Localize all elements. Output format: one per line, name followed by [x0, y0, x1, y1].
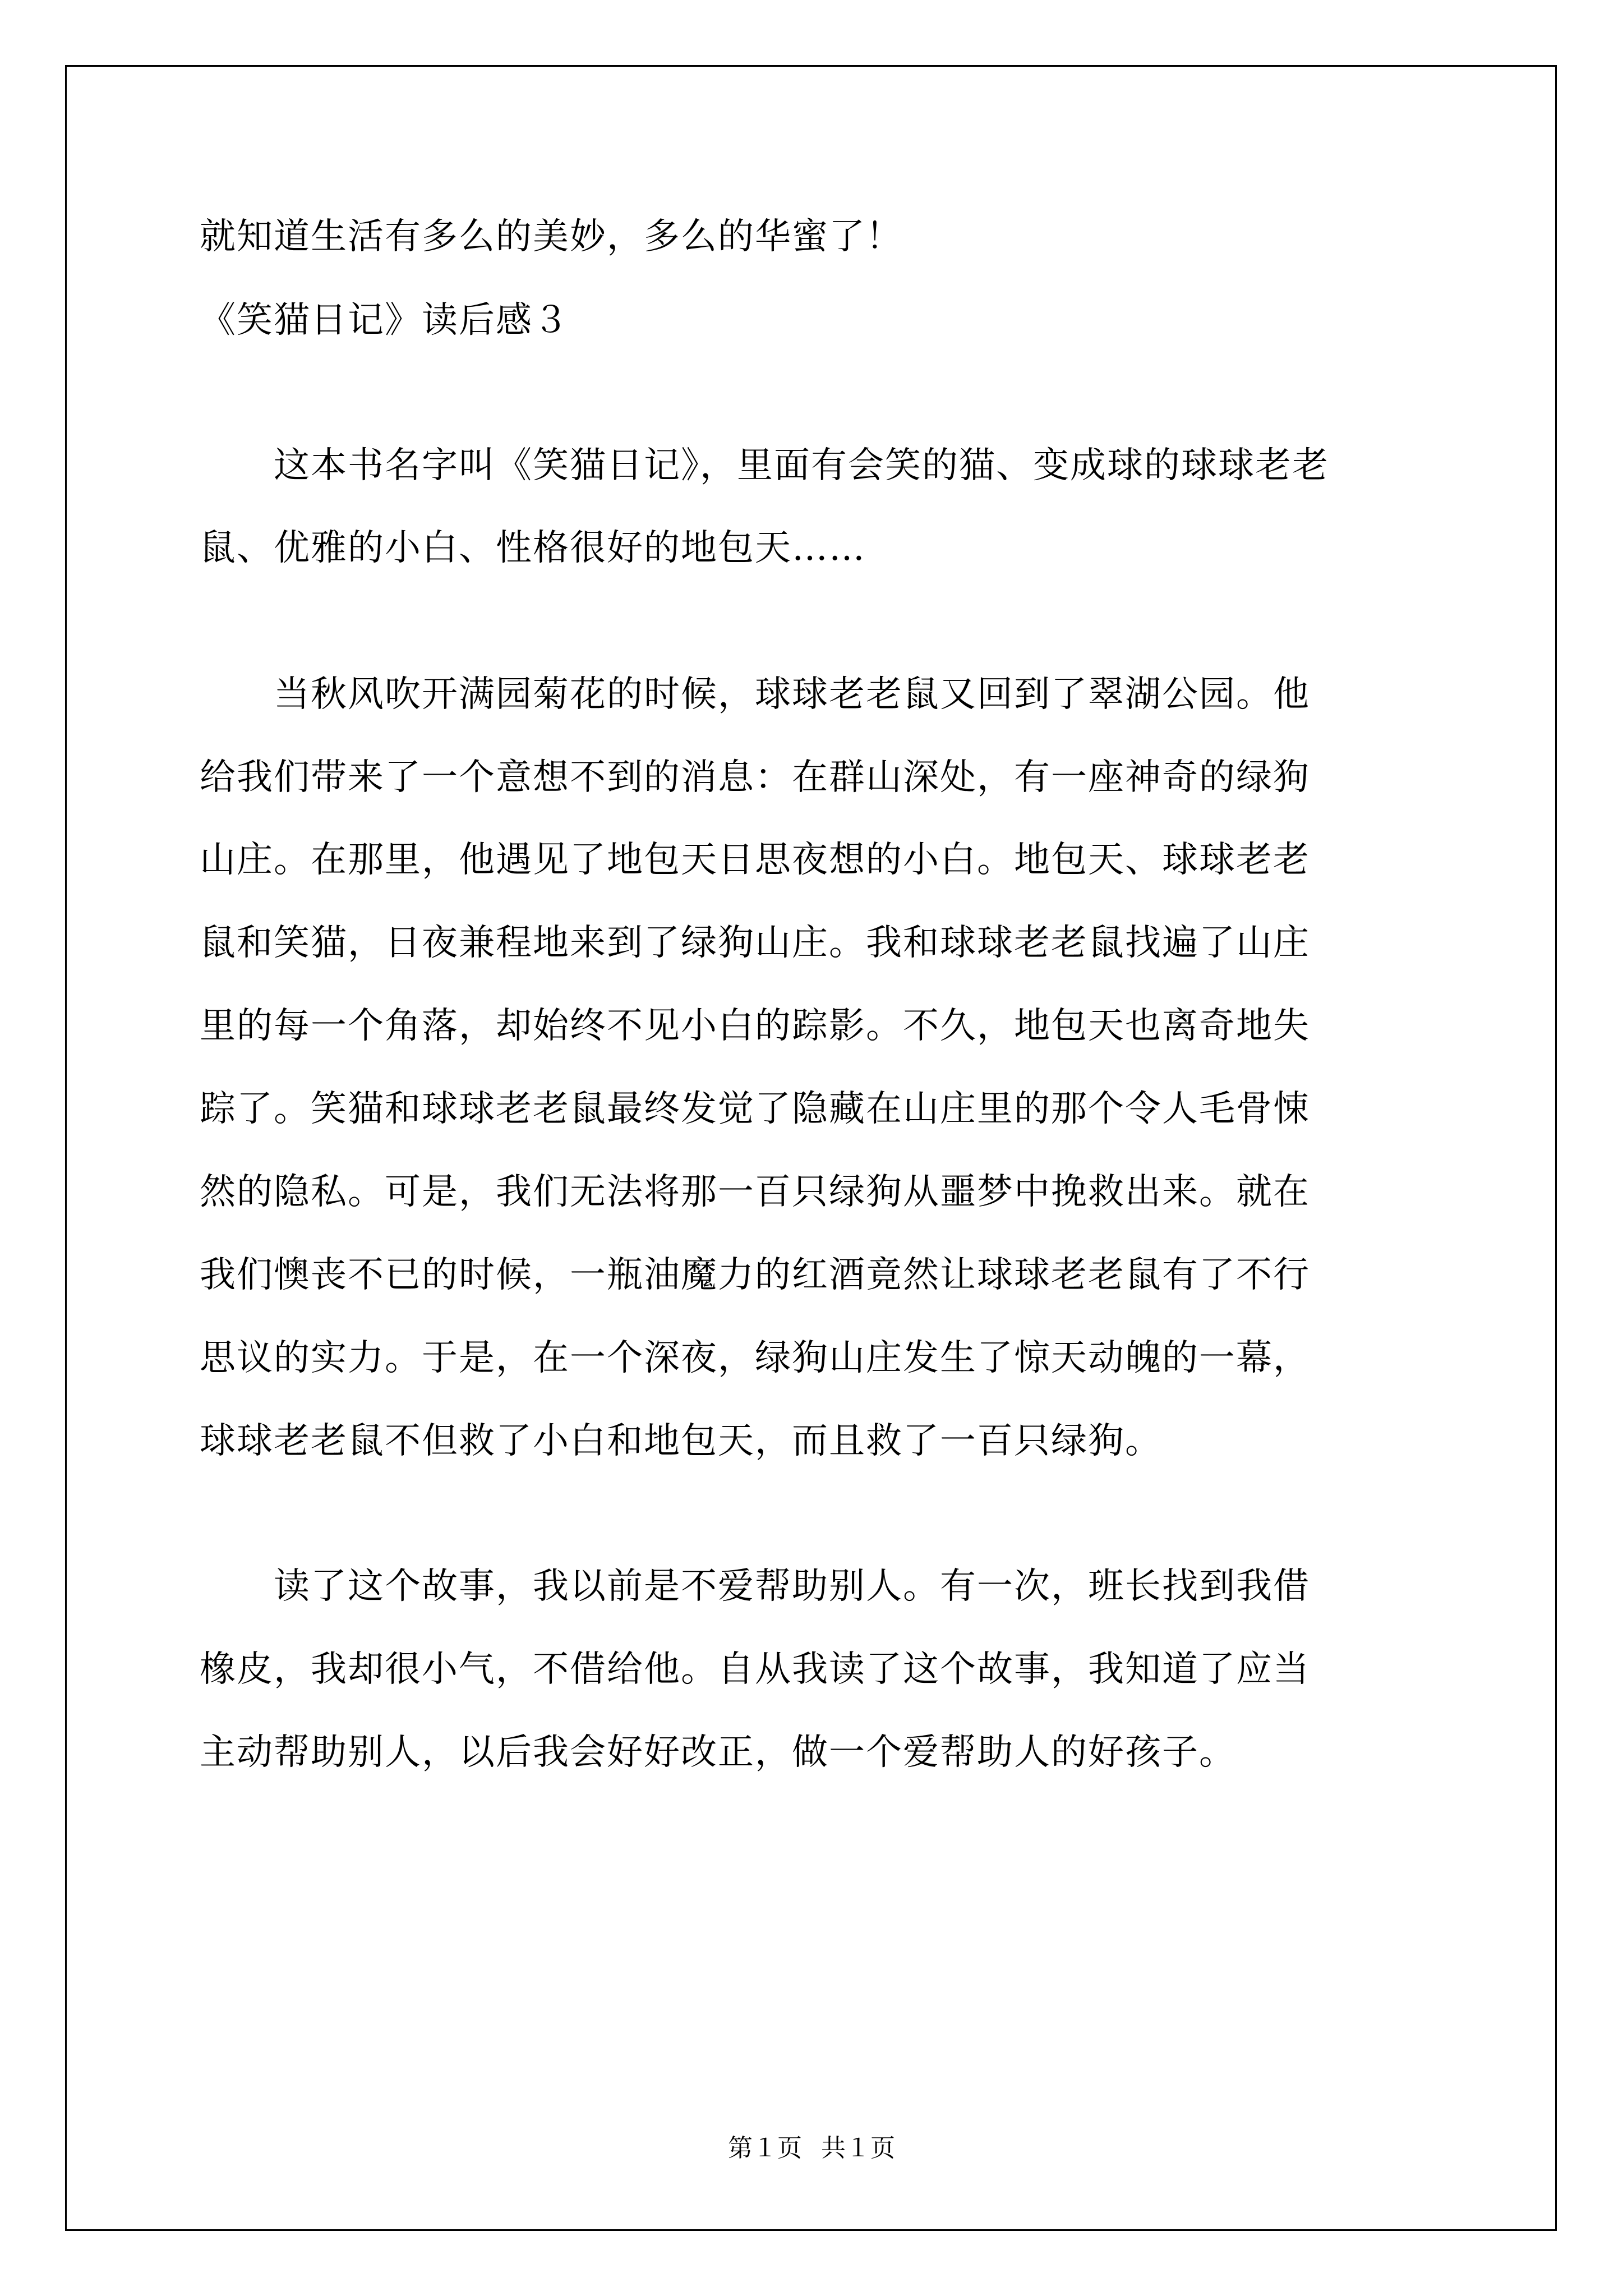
text-line: 然的隐私。可是，我们无法将那一百只绿狗从噩梦中挽救出来。就在	[200, 1171, 1310, 1213]
text-line: 这本书名字叫《笑猫日记》，里面有会笑的猫、变成球的球球老老	[200, 445, 1329, 486]
text-line: 当秋风吹开满园菊花的时候，球球老老鼠又回到了翠湖公园。他	[200, 674, 1310, 715]
text-line: 里的每一个角落，却始终不见小白的踪影。不久，地包天也离奇地失	[200, 1005, 1310, 1047]
section-heading: 《笑猫日记》读后感３	[200, 300, 570, 341]
text-line: 就知道生活有多么的美妙，多么的华蜜了！	[200, 216, 903, 257]
text-line: 鼠和笑猫，日夜兼程地来到了绿狗山庄。我和球球老老鼠找遍了山庄	[200, 922, 1310, 964]
page-footer	[0, 2132, 1623, 2165]
text-line: 踪了。笑猫和球球老老鼠最终发觉了隐藏在山庄里的那个令人毛骨悚	[200, 1088, 1310, 1130]
text-line: 山庄。在那里，他遇见了地包天日思夜想的小白。地包天、球球老老	[200, 839, 1310, 881]
page-total: 共１页	[821, 2134, 895, 2162]
text-line: 主动帮助别人，以后我会好好改正，做一个爱帮助人的好孩子。	[200, 1732, 1236, 1773]
text-line: 橡皮，我却很小气，不借给他。自从我读了这个故事，我知道了应当	[200, 1649, 1310, 1690]
text-line: 思议的实力。于是，在一个深夜，绿狗山庄发生了惊天动魄的一幕，	[200, 1337, 1310, 1379]
text-line: 鼠、优雅的小白、性格很好的地包天……	[200, 527, 866, 569]
text-line: 读了这个故事，我以前是不爱帮助别人。有一次，班长找到我借	[200, 1566, 1310, 1607]
page-number: 第１页	[728, 2134, 802, 2162]
text-line: 我们懊丧不已的时候，一瓶油魔力的红酒竟然让球球老老鼠有了不行	[200, 1254, 1310, 1296]
text-line: 给我们带来了一个意想不到的消息：在群山深处，有一座神奇的绿狗	[200, 757, 1310, 798]
page-border	[65, 65, 1557, 2231]
text-line: 球球老老鼠不但救了小白和地包天，而且救了一百只绿狗。	[200, 1420, 1162, 1462]
